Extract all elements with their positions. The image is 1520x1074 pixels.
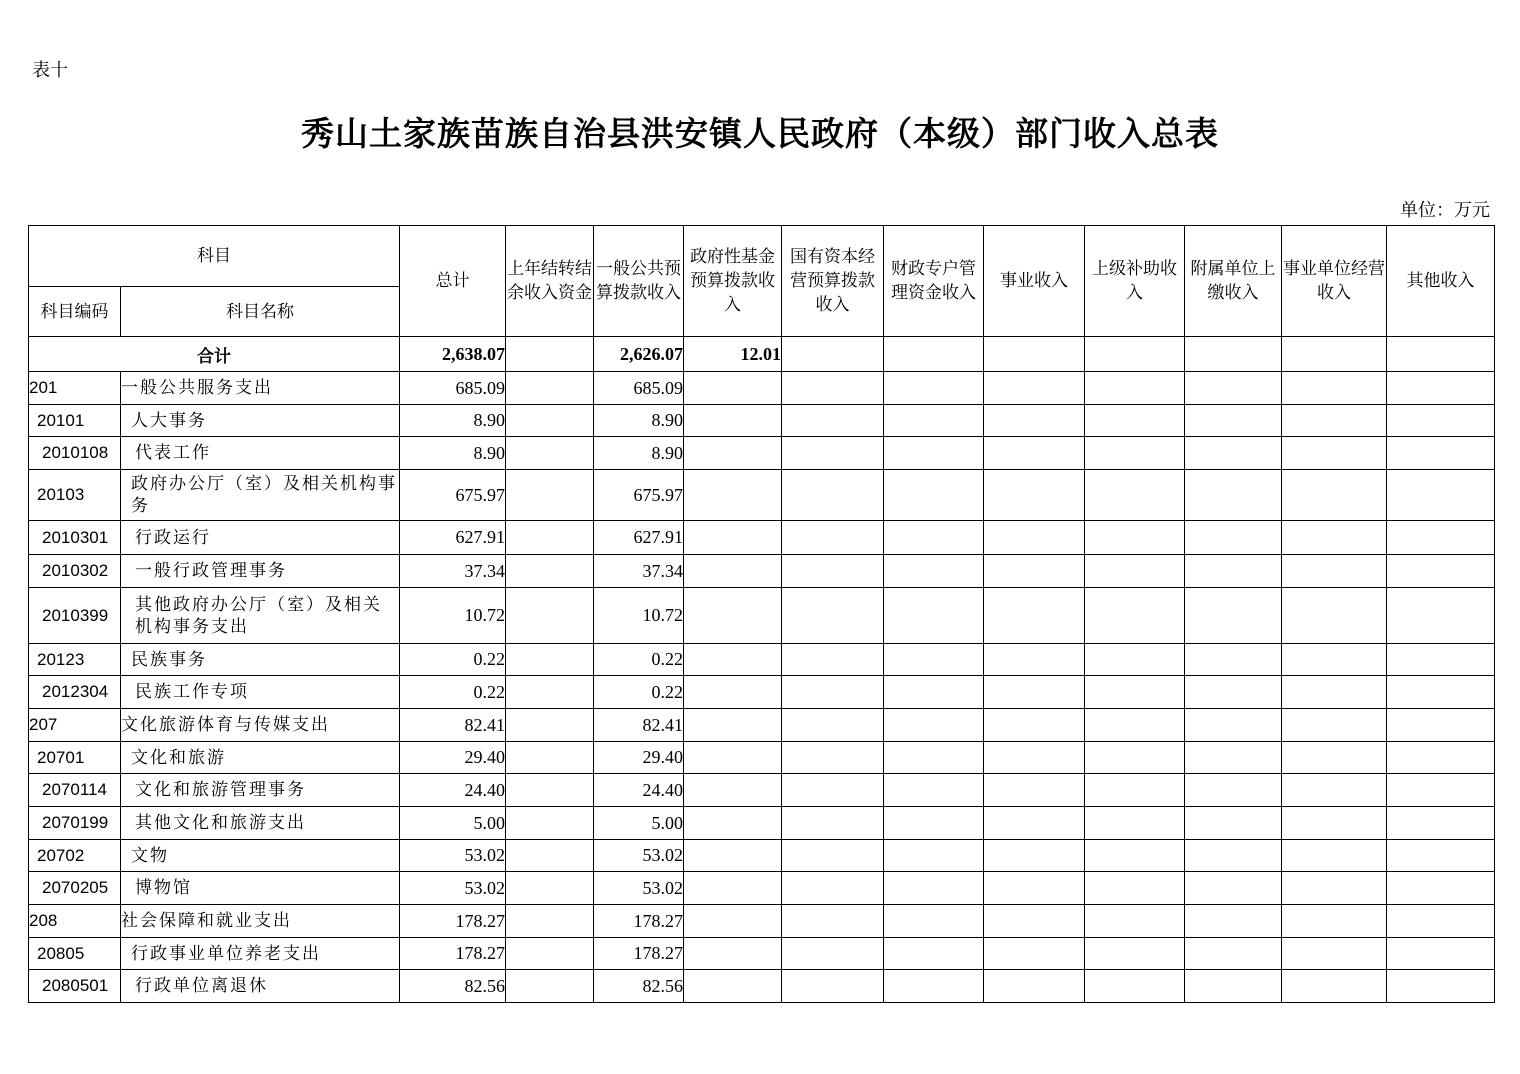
total-cell: 8.90: [400, 405, 506, 437]
carryover-cell: [506, 938, 594, 970]
empty-cell: [884, 807, 984, 840]
empty-cell: [1085, 709, 1185, 742]
empty-cell: [1387, 676, 1495, 709]
empty-cell: [684, 970, 782, 1003]
empty-cell: [1085, 905, 1185, 938]
total-cell: 685.09: [400, 372, 506, 405]
subject-code-cell: 20101: [29, 405, 121, 437]
total-cell: 0.22: [400, 676, 506, 709]
table-row: [29, 905, 1495, 938]
empty-cell: [782, 470, 884, 521]
empty-cell: [984, 521, 1085, 555]
empty-cell: [884, 555, 984, 588]
empty-cell: [684, 372, 782, 405]
empty-cell: [984, 676, 1085, 709]
empty-cell: [782, 970, 884, 1003]
empty-cell: [884, 676, 984, 709]
carryover-cell: [506, 905, 594, 938]
subject-name-cell: 社会保障和就业支出: [121, 905, 400, 938]
empty-cell: [782, 437, 884, 470]
empty-cell: [1387, 521, 1495, 555]
empty-cell: [1387, 337, 1495, 372]
empty-cell: [884, 774, 984, 807]
table-row: [29, 437, 1495, 470]
empty-cell: [1085, 372, 1185, 405]
empty-cell: [1085, 470, 1185, 521]
empty-cell: [1085, 970, 1185, 1003]
total-cell: 627.91: [400, 521, 506, 555]
empty-cell: [884, 372, 984, 405]
general-budget-cell: 627.91: [594, 521, 684, 555]
total-carryover-cell: [506, 337, 594, 372]
header-business-income: 事业收入: [984, 226, 1085, 337]
empty-cell: [1387, 372, 1495, 405]
carryover-cell: [506, 840, 594, 872]
table-row: [29, 521, 1495, 555]
subject-code-cell: 207: [29, 709, 121, 742]
table-row: [29, 644, 1495, 676]
empty-cell: [684, 774, 782, 807]
empty-cell: [782, 676, 884, 709]
empty-cell: [1387, 905, 1495, 938]
empty-cell: [1387, 872, 1495, 905]
empty-cell: [684, 840, 782, 872]
empty-cell: [684, 405, 782, 437]
empty-cell: [884, 872, 984, 905]
header-affiliated: 附属单位上缴收入: [1185, 226, 1282, 337]
total-cell: 675.97: [400, 470, 506, 521]
empty-cell: [984, 588, 1085, 644]
subject-code-cell: 2080501: [29, 970, 121, 1003]
empty-cell: [984, 555, 1085, 588]
subject-code-cell: 2010108: [29, 437, 121, 470]
total-cell: 82.41: [400, 709, 506, 742]
table-row: [29, 742, 1495, 774]
empty-cell: [782, 588, 884, 644]
empty-cell: [1185, 555, 1282, 588]
empty-cell: [1185, 938, 1282, 970]
empty-cell: [782, 938, 884, 970]
general-budget-cell: 5.00: [594, 807, 684, 840]
total-cell: 37.34: [400, 555, 506, 588]
general-budget-cell: 8.90: [594, 437, 684, 470]
carryover-cell: [506, 774, 594, 807]
table-row: [29, 872, 1495, 905]
empty-cell: [1185, 337, 1282, 372]
empty-cell: [1085, 437, 1185, 470]
table-row: [29, 840, 1495, 872]
empty-cell: [984, 405, 1085, 437]
subject-name-cell: 文物: [121, 840, 400, 872]
general-budget-cell: 685.09: [594, 372, 684, 405]
table-row: [29, 676, 1495, 709]
carryover-cell: [506, 588, 594, 644]
empty-cell: [884, 938, 984, 970]
carryover-cell: [506, 742, 594, 774]
subject-code-cell: 2070114: [29, 774, 121, 807]
subject-name-cell: 政府办公厅（室）及相关机构事务: [121, 470, 400, 521]
empty-cell: [984, 709, 1085, 742]
carryover-cell: [506, 470, 594, 521]
empty-cell: [984, 872, 1085, 905]
empty-cell: [684, 437, 782, 470]
empty-cell: [1387, 840, 1495, 872]
subject-code-cell: 2012304: [29, 676, 121, 709]
empty-cell: [1387, 970, 1495, 1003]
total-label: 合计: [29, 337, 400, 372]
table-number-label: 表十: [32, 60, 68, 81]
subject-name-cell: 民族工作专项: [121, 676, 400, 709]
general-budget-cell: 0.22: [594, 676, 684, 709]
empty-cell: [1282, 970, 1387, 1003]
empty-cell: [884, 470, 984, 521]
empty-cell: [1185, 437, 1282, 470]
table-row: [29, 807, 1495, 840]
empty-cell: [684, 676, 782, 709]
subject-name-cell: 人大事务: [121, 405, 400, 437]
subject-name-cell: 其他政府办公厅（室）及相关机构事务支出: [121, 588, 400, 644]
empty-cell: [782, 807, 884, 840]
carryover-cell: [506, 437, 594, 470]
empty-cell: [1282, 905, 1387, 938]
empty-cell: [1387, 470, 1495, 521]
empty-cell: [1185, 588, 1282, 644]
carryover-cell: [506, 372, 594, 405]
general-budget-cell: 178.27: [594, 905, 684, 938]
general-budget-cell: 82.41: [594, 709, 684, 742]
subject-name-cell: 博物馆: [121, 872, 400, 905]
carryover-cell: [506, 872, 594, 905]
empty-cell: [1387, 405, 1495, 437]
empty-cell: [884, 588, 984, 644]
empty-cell: [782, 644, 884, 676]
total-total-cell: 2,638.07: [400, 337, 506, 372]
empty-cell: [684, 872, 782, 905]
empty-cell: [884, 521, 984, 555]
empty-cell: [1185, 470, 1282, 521]
table-row: [29, 372, 1495, 405]
empty-cell: [782, 405, 884, 437]
empty-cell: [1085, 807, 1185, 840]
subject-code-cell: 208: [29, 905, 121, 938]
empty-cell: [1387, 807, 1495, 840]
empty-cell: [1387, 774, 1495, 807]
empty-cell: [1282, 840, 1387, 872]
empty-cell: [1085, 521, 1185, 555]
empty-cell: [782, 840, 884, 872]
empty-cell: [884, 840, 984, 872]
empty-cell: [1085, 938, 1185, 970]
empty-cell: [1387, 742, 1495, 774]
total-cell: 5.00: [400, 807, 506, 840]
empty-cell: [1282, 405, 1387, 437]
empty-cell: [884, 970, 984, 1003]
empty-cell: [684, 470, 782, 521]
empty-cell: [1282, 742, 1387, 774]
header-subject-name: 科目名称: [121, 287, 400, 337]
empty-cell: [884, 709, 984, 742]
empty-cell: [884, 437, 984, 470]
empty-cell: [684, 905, 782, 938]
empty-cell: [1085, 774, 1185, 807]
subject-name-cell: 行政事业单位养老支出: [121, 938, 400, 970]
empty-cell: [984, 437, 1085, 470]
carryover-cell: [506, 555, 594, 588]
empty-cell: [984, 938, 1085, 970]
general-budget-cell: 8.90: [594, 405, 684, 437]
empty-cell: [1185, 970, 1282, 1003]
empty-cell: [984, 970, 1085, 1003]
table-row: [29, 405, 1495, 437]
subject-code-cell: 20805: [29, 938, 121, 970]
carryover-cell: [506, 807, 594, 840]
subject-name-cell: 民族事务: [121, 644, 400, 676]
empty-cell: [1387, 588, 1495, 644]
general-budget-cell: 178.27: [594, 938, 684, 970]
carryover-cell: [506, 405, 594, 437]
empty-cell: [1085, 555, 1185, 588]
header-operating: 事业单位经营收入: [1282, 226, 1387, 337]
empty-cell: [1282, 774, 1387, 807]
header-carryover: 上年结转结余收入资金: [506, 226, 594, 337]
empty-cell: [1282, 521, 1387, 555]
carryover-cell: [506, 521, 594, 555]
total-cell: 178.27: [400, 938, 506, 970]
empty-cell: [984, 470, 1085, 521]
empty-cell: [1282, 470, 1387, 521]
total-cell: 10.72: [400, 588, 506, 644]
header-gov-fund: 政府性基金预算拨款收入: [684, 226, 782, 337]
empty-cell: [984, 774, 1085, 807]
empty-cell: [1085, 405, 1185, 437]
header-subject: 科目: [29, 226, 400, 287]
total-cell: 29.40: [400, 742, 506, 774]
empty-cell: [1185, 644, 1282, 676]
empty-cell: [984, 807, 1085, 840]
empty-cell: [1282, 555, 1387, 588]
subject-code-cell: 2010302: [29, 555, 121, 588]
subject-code-cell: 20103: [29, 470, 121, 521]
header-general-budget: 一般公共预算拨款收入: [594, 226, 684, 337]
empty-cell: [684, 938, 782, 970]
empty-cell: [782, 709, 884, 742]
subject-code-cell: 20701: [29, 742, 121, 774]
general-budget-cell: 53.02: [594, 840, 684, 872]
empty-cell: [684, 644, 782, 676]
empty-cell: [782, 337, 884, 372]
empty-cell: [782, 555, 884, 588]
empty-cell: [1387, 709, 1495, 742]
empty-cell: [1387, 555, 1495, 588]
header-subject-code: 科目编码: [29, 287, 121, 337]
empty-cell: [1185, 774, 1282, 807]
empty-cell: [1085, 676, 1185, 709]
empty-cell: [684, 588, 782, 644]
subject-name-cell: 文化和旅游管理事务: [121, 774, 400, 807]
empty-cell: [1085, 742, 1185, 774]
empty-cell: [984, 644, 1085, 676]
empty-cell: [1282, 807, 1387, 840]
table-row: [29, 774, 1495, 807]
page-title: 秀山土家族苗族自治县洪安镇人民政府（本级）部门收入总表: [301, 114, 1219, 153]
empty-cell: [1185, 405, 1282, 437]
subject-name-cell: 代表工作: [121, 437, 400, 470]
unit-label: 单位：万元: [1400, 200, 1490, 221]
empty-cell: [1282, 644, 1387, 676]
subject-code-cell: 2070205: [29, 872, 121, 905]
empty-cell: [782, 872, 884, 905]
subject-code-cell: 201: [29, 372, 121, 405]
general-budget-cell: 675.97: [594, 470, 684, 521]
empty-cell: [1185, 709, 1282, 742]
empty-cell: [984, 840, 1085, 872]
subject-name-cell: 行政单位离退休: [121, 970, 400, 1003]
total-cell: 0.22: [400, 644, 506, 676]
subject-code-cell: 2010301: [29, 521, 121, 555]
empty-cell: [1282, 872, 1387, 905]
empty-cell: [1282, 676, 1387, 709]
carryover-cell: [506, 970, 594, 1003]
table-row: [29, 938, 1495, 970]
subject-code-cell: 2070199: [29, 807, 121, 840]
total-cell: 53.02: [400, 840, 506, 872]
carryover-cell: [506, 644, 594, 676]
empty-cell: [1282, 709, 1387, 742]
empty-cell: [1282, 588, 1387, 644]
empty-cell: [1185, 676, 1282, 709]
empty-cell: [782, 774, 884, 807]
empty-cell: [1282, 372, 1387, 405]
table-row: [29, 470, 1495, 521]
empty-cell: [1185, 840, 1282, 872]
table-row: [29, 555, 1495, 588]
empty-cell: [1185, 905, 1282, 938]
empty-cell: [1185, 807, 1282, 840]
total-row: [29, 337, 1495, 372]
total-general-budget-cell: 2,626.07: [594, 337, 684, 372]
empty-cell: [782, 372, 884, 405]
empty-cell: [984, 905, 1085, 938]
empty-cell: [1085, 337, 1185, 372]
subject-name-cell: 文化和旅游: [121, 742, 400, 774]
general-budget-cell: 29.40: [594, 742, 684, 774]
total-cell: 24.40: [400, 774, 506, 807]
empty-cell: [684, 742, 782, 774]
header-special-account: 财政专户管理资金收入: [884, 226, 984, 337]
empty-cell: [1185, 521, 1282, 555]
empty-cell: [884, 905, 984, 938]
header-other: 其他收入: [1387, 226, 1495, 337]
empty-cell: [1085, 588, 1185, 644]
empty-cell: [884, 742, 984, 774]
empty-cell: [984, 372, 1085, 405]
empty-cell: [684, 807, 782, 840]
empty-cell: [1387, 938, 1495, 970]
table-row: [29, 970, 1495, 1003]
total-cell: 53.02: [400, 872, 506, 905]
total-gov-fund-cell: 12.01: [684, 337, 782, 372]
empty-cell: [1282, 337, 1387, 372]
empty-cell: [1185, 742, 1282, 774]
empty-cell: [684, 709, 782, 742]
table-row: [29, 588, 1495, 644]
general-budget-cell: 10.72: [594, 588, 684, 644]
empty-cell: [1085, 644, 1185, 676]
general-budget-cell: 37.34: [594, 555, 684, 588]
empty-cell: [1085, 872, 1185, 905]
header-superior-subsidy: 上级补助收入: [1085, 226, 1185, 337]
empty-cell: [684, 555, 782, 588]
subject-name-cell: 其他文化和旅游支出: [121, 807, 400, 840]
table-row: [29, 709, 1495, 742]
subject-name-cell: 行政运行: [121, 521, 400, 555]
subject-code-cell: 2010399: [29, 588, 121, 644]
income-summary-table: [28, 225, 1495, 1003]
empty-cell: [684, 521, 782, 555]
total-cell: 178.27: [400, 905, 506, 938]
empty-cell: [984, 337, 1085, 372]
subject-name-cell: 一般行政管理事务: [121, 555, 400, 588]
empty-cell: [1282, 938, 1387, 970]
header-total: 总计: [400, 226, 506, 337]
empty-cell: [1185, 372, 1282, 405]
empty-cell: [782, 521, 884, 555]
header-state-capital: 国有资本经营预算拨款收入: [782, 226, 884, 337]
empty-cell: [884, 405, 984, 437]
empty-cell: [884, 644, 984, 676]
carryover-cell: [506, 676, 594, 709]
empty-cell: [782, 905, 884, 938]
empty-cell: [1185, 872, 1282, 905]
total-cell: 8.90: [400, 437, 506, 470]
subject-name-cell: 文化旅游体育与传媒支出: [121, 709, 400, 742]
empty-cell: [782, 742, 884, 774]
total-cell: 82.56: [400, 970, 506, 1003]
empty-cell: [984, 742, 1085, 774]
general-budget-cell: 0.22: [594, 644, 684, 676]
empty-cell: [1387, 644, 1495, 676]
subject-name-cell: 一般公共服务支出: [121, 372, 400, 405]
general-budget-cell: 82.56: [594, 970, 684, 1003]
carryover-cell: [506, 709, 594, 742]
general-budget-cell: 53.02: [594, 872, 684, 905]
empty-cell: [1387, 437, 1495, 470]
subject-code-cell: 20702: [29, 840, 121, 872]
empty-cell: [884, 337, 984, 372]
subject-code-cell: 20123: [29, 644, 121, 676]
general-budget-cell: 24.40: [594, 774, 684, 807]
empty-cell: [1085, 840, 1185, 872]
empty-cell: [1282, 437, 1387, 470]
